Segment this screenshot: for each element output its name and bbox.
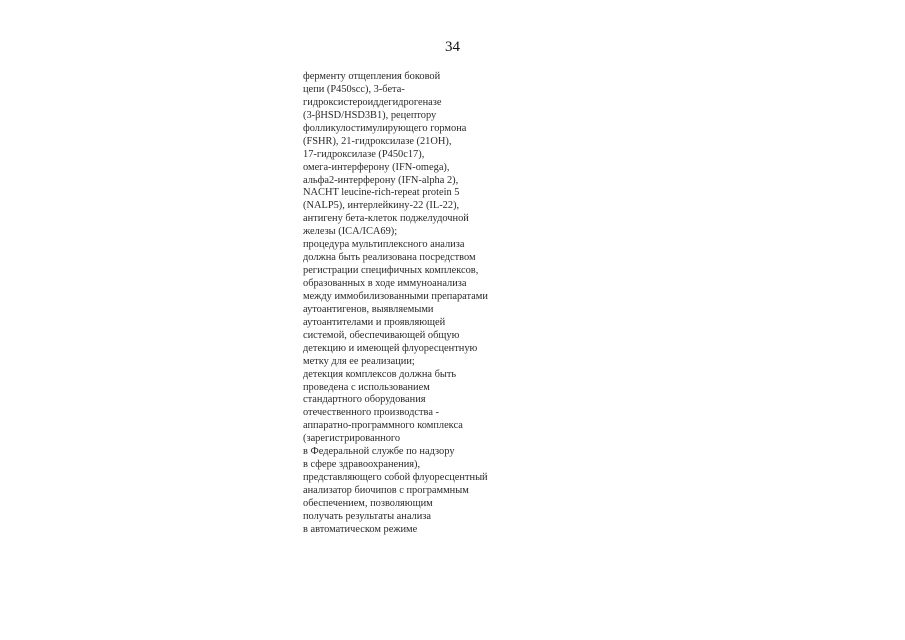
- text-line: аутоантигенов, выявляемыми: [303, 303, 434, 315]
- text-line: в сфере здравоохранения),: [303, 459, 421, 471]
- text-line: метку для ее реализации;: [303, 355, 415, 367]
- text-line: в автоматическом режиме: [303, 523, 418, 535]
- text-line: между иммобилизованными препаратами: [303, 290, 488, 302]
- text-line: цепи (P450scc), 3-бета-: [303, 83, 405, 95]
- text-line: омега-интерферону (IFN-omega),: [303, 161, 450, 173]
- body-text: [303, 71, 563, 537]
- text-line: аутоантителами и проявляющей: [303, 316, 446, 328]
- page-number: 34: [445, 39, 460, 55]
- text-line: (FSHR), 21-гидроксилазе (21OH),: [303, 135, 452, 147]
- text-line: анализатор биочипов с программным: [303, 485, 469, 496]
- text-line: железы (ICA/ICA69);: [303, 226, 398, 238]
- text-line: аппаратно-программного комплекса: [303, 420, 463, 432]
- text-line: детекцию и имеющей флуоресцентную: [303, 342, 478, 354]
- text-line: проведена с использованием: [303, 381, 430, 393]
- text-line: в Федеральной службе по надзору: [303, 446, 455, 458]
- text-line: ферменту отщепления боковой: [303, 71, 441, 82]
- text-line: обеспечением, позволяющим: [303, 497, 433, 509]
- text-line: фолликулостимулирующего гормона: [303, 122, 467, 134]
- text-line: альфа2-интерферону (IFN-alpha 2),: [303, 174, 459, 186]
- text-line: (3-βHSD/HSD3B1), рецептору: [303, 109, 437, 121]
- text-line: 17-гидроксилазе (P450c17),: [303, 148, 425, 160]
- text-line: процедура мультиплексного анализа: [303, 239, 465, 251]
- text-line: детекция комплексов должна быть: [303, 368, 457, 380]
- text-line: отечественного производства -: [303, 407, 439, 419]
- text-line: системой, обеспечивающей общую: [303, 329, 460, 341]
- text-line: NACHT leucine-rich-repeat protein 5: [303, 187, 460, 199]
- text-line: гидроксистероиддегидрогеназе: [303, 96, 442, 108]
- text-line: стандартного оборудования: [303, 394, 426, 406]
- text-line: должна быть реализована посредством: [303, 252, 476, 264]
- text-line: (NALP5), интерлейкину-22 (IL-22),: [303, 200, 460, 212]
- text-line: получать результаты анализа: [303, 510, 431, 522]
- text-line: антигену бета-клеток поджелудочной: [303, 213, 469, 225]
- text-line: образованных в ходе иммуноанализа: [303, 278, 467, 289]
- text-line: регистрации специфичных комплексов,: [303, 265, 479, 277]
- text-line: (зарегистрированного: [303, 433, 401, 445]
- text-line: представляющего собой флуоресцентный: [303, 472, 488, 484]
